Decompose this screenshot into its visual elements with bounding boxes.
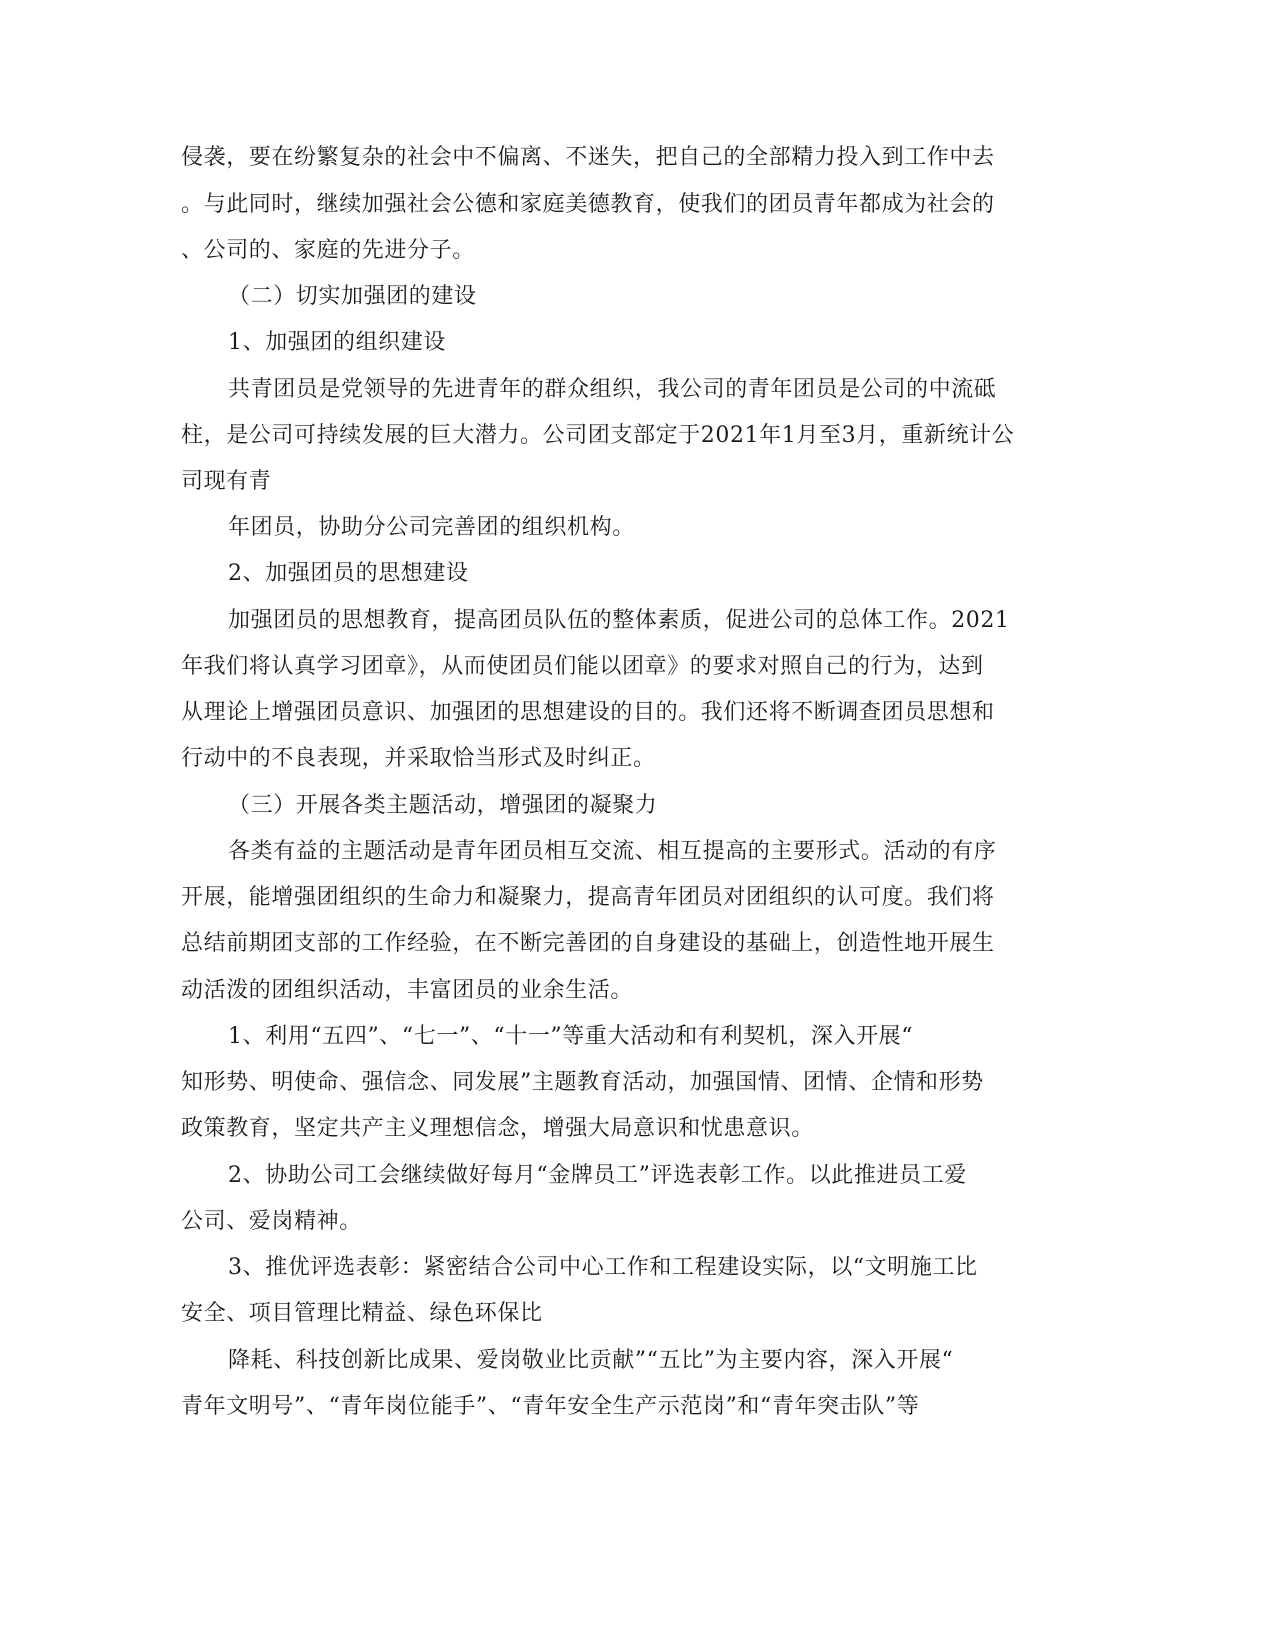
text-line: 知形势、明使命、强信念、同发展”主题教育活动，加强国情、团情、企情和形势 — [181, 1070, 984, 1095]
text-line: 安全、项目管理比精益、绿色环保比 — [181, 1301, 543, 1326]
text-line: 加强团员的思想教育，提高团员队伍的整体素质，促进公司的总体工作。2021 — [228, 608, 1010, 633]
text-line: 各类有益的主题活动是青年团员相互交流、相互提高的主要形式。活动的有序 — [228, 839, 997, 864]
section-heading: （二）切实加强团的建设 — [228, 284, 477, 309]
text-line: 行动中的不良表现，并采取恰当形式及时纠正。 — [181, 746, 656, 771]
subsection-heading: 1、加强团的组织建设 — [228, 330, 446, 355]
text-line: 侵袭，要在纷繁复杂的社会中不偏离、不迷失，把自己的全部精力投入到工作中去 — [181, 145, 995, 170]
text-line: 青年文明号”、“青年岗位能手”、“青年安全生产示范岗”和“青年突击队”等 — [181, 1394, 920, 1419]
text-line: 1、利用“五四”、“七一”、“十一”等重大活动和有利契机，深入开展“ — [228, 1024, 914, 1049]
text-line: 司现有青 — [181, 469, 272, 494]
text-line: 政策教育，坚定共产主义理想信念，增强大局意识和忧患意识。 — [181, 1116, 814, 1141]
text-line: 年团员，协助分公司完善团的组织机构。 — [228, 515, 635, 540]
text-line: 2、协助公司工会继续做好每月“金牌员工”评选表彰工作。以此推进员工爱 — [228, 1163, 967, 1188]
text-line: 。与此同时，继续加强社会公德和家庭美德教育，使我们的团员青年都成为社会的 — [181, 192, 995, 217]
text-line: 共青团员是党领导的先进青年的群众组织，我公司的青年团员是公司的中流砥 — [228, 377, 997, 402]
text-line: 从理论上增强团员意识、加强团的思想建设的目的。我们还将不断调查团员思想和 — [181, 700, 995, 725]
section-heading: （三）开展各类主题活动，增强团的凝聚力 — [228, 793, 658, 818]
text-line: 年我们将认真学习团章》，从而使团员们能以团章》的要求对照自己的行为，达到 — [181, 654, 984, 679]
text-line: 降耗、科技创新比成果、爱岗敬业比贡献”“五比”为主要内容，深入开展“ — [228, 1348, 954, 1373]
text-line: 3、推优评选表彰：紧密结合公司中心工作和工程建设实际，以“文明施工比 — [228, 1255, 978, 1280]
text-line: 公司、爱岗精神。 — [181, 1209, 362, 1234]
text-line: 柱，是公司可持续发展的巨大潜力。公司团支部定于2021年1月至3月，重新统计公 — [181, 423, 1015, 448]
text-line: 开展，能增强团组织的生命力和凝聚力，提高青年团员对团组织的认可度。我们将 — [181, 885, 995, 910]
text-line: 动活泼的团组织活动，丰富团员的业余生活。 — [181, 978, 634, 1003]
text-line: 、公司的、家庭的先进分子。 — [181, 238, 475, 263]
text-line: 总结前期团支部的工作经验，在不断完善团的自身建设的基础上，创造性地开展生 — [181, 931, 995, 956]
subsection-heading: 2、加强团员的思想建设 — [228, 561, 469, 586]
